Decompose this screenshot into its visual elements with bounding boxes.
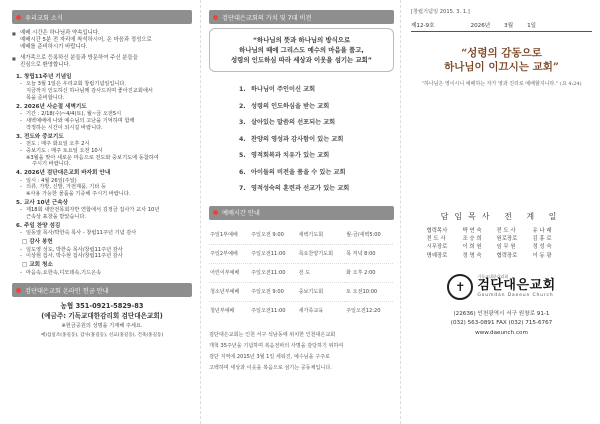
section-title-offering: 검단대은교회 온라인 헌금 안내 xyxy=(25,287,109,295)
senior-pastor: 담임목사 전 계 일 xyxy=(440,212,563,221)
section-bar-services xyxy=(209,206,394,220)
bullet-item: ■ 예배 시간은 하나님과 약속입니다. 예배시간 5분 전 자리에 착석하시어, 온 마음과 정성으로 예배를 준비하시기 바랍니다. xyxy=(12,30,192,52)
section-title-vision: 검단대은교회의 가치 및 7대 비전 xyxy=(222,14,312,22)
vision-item: 1. 하나님이 주인이신 교회 xyxy=(239,86,316,93)
denomination: 기독교대한감리회 xyxy=(477,274,509,280)
contact-info xyxy=(411,310,592,339)
service-schedule-table xyxy=(209,226,393,320)
bullet-item: ■ 새가족으로 등록하신 분들과 방문하여 주신 분들을 진심으로 환영합니다. xyxy=(12,55,192,69)
cross-icon: ✝ xyxy=(447,274,473,300)
vision-item: 5. 영적회복과 치유가 있는 교회 xyxy=(239,152,330,159)
panel-vision xyxy=(200,0,400,424)
vision-list xyxy=(209,82,394,198)
issue-volume: 제12-9호 xyxy=(411,23,435,29)
section-title-news: 우리교회 소식 xyxy=(25,14,63,22)
news-title: □ 교회 청소 xyxy=(22,262,53,269)
table-row: 청소년부예배 주일오전 9:00 중보기도회 토 오전10:00 xyxy=(209,282,393,301)
section-title-services: 예배시간 안내 xyxy=(222,210,260,217)
section-bar-news xyxy=(12,10,192,24)
phone-fax: (032) 563-0891 FAX (032) 715-6767 xyxy=(450,320,553,327)
core-value-box: “하나님의 뜻과 하나님의 방식으로 하나님의 때에 그리스도 예수의 마음을 품고, 성령의 인도하심 따라 세상과 이웃을 섬기는 교회” xyxy=(209,28,394,72)
news-title: □ 감사 봉헌 xyxy=(22,239,53,246)
website-link[interactable]: www.daeunch.com xyxy=(475,329,528,336)
news-title: 1. 창립11주년 기념일 xyxy=(16,74,72,81)
bullet-dot-icon xyxy=(213,15,218,20)
theme-line: “성령의 감동으로 xyxy=(461,47,542,59)
panel-news xyxy=(0,0,200,424)
bullet-dot-icon xyxy=(213,210,218,215)
theme xyxy=(411,46,592,87)
issue-day: 1일 xyxy=(527,23,537,29)
theme-verse: “하나님은 영이시니 예배하는 자가 영과 진리로 예배할지니라.” (요 4:24) xyxy=(421,81,582,87)
news-title: 5. 교사 10년 근속상 xyxy=(16,200,69,206)
table-row: 어린이부예배 주일오전11:00 전 도 화 오후 2:00 xyxy=(209,263,393,282)
church-name-english: Goumdan Daeeun Church xyxy=(477,293,554,299)
news-title: 6. 주일 찬양 섬김 xyxy=(16,223,61,229)
section-bar-offering xyxy=(12,283,192,297)
issue-month: 3월 xyxy=(504,23,514,29)
staff-grid: 협력목사 박 연 숙 전 도 사 유 나 래 전 도 사 조 승 희 원로장로 김 홍 로 시무장로 이 희 원 임 무 원 정 성 숙 명예장로 정 명 숙 협력장로 이 동 광 xyxy=(426,228,552,259)
issue-row xyxy=(411,21,592,29)
vision-item: 7. 영적성숙의 훈련과 선교가 있는 교회 xyxy=(239,185,350,192)
vision-item: 4. 찬양의 영성과 감사함이 있는 교회 xyxy=(239,135,344,143)
divider xyxy=(411,31,592,32)
news-title: 4. 2026년 검단대은교회 바자회 안내 xyxy=(16,170,111,177)
bank-account: 농협 351-0921-5829-83 (예금주: 기독교대한감리회 검단대은교회) ※헌금공원의 성명을 기재해 주세요. 예)십일조(홍길동), 감사(홍길동), 선교(홍길동), 건축(홍길동) xyxy=(40,302,164,339)
table-row: 주일1부예배 주일오전 9:00 새벽기도회 월-금/새벽5:00 xyxy=(210,232,381,238)
address: (22636) 인천광역시 서구 원창로 91-1 xyxy=(453,310,550,317)
church-name: 검단대은교회 xyxy=(477,278,556,294)
vision-item: 3. 살아있는 말씀의 선포되는 교회 xyxy=(239,119,336,126)
vision-item: 6. 아이들의 비전을 품을 수 있는 교회 xyxy=(239,168,346,176)
news-list: 1. 창립11주년 기념일 - 오늘 3월 1일은 우리교회 창립기념일입니다. 지금까지 인도하신 하나님께 감사드리며 좋아진교회에서 목을 준비합니다. 2. 2026년 사순절 새벽기도 - 기간 : 2/18(수)~4/4(토), 월~금 오전5시 - 새벽예배에 나와 예수님의 고난을 기억하며 함께 작정하는 시간이 되시길 바랍니다. 3. 전도와 중보기도 - 전도 : 매주 화요일 오후 2시 - 중보기도 : 매주 토요일 오전 10시 ※3월을 맞아 새로운 마음으로 전도와 중보기도에 동참하여 주시기 바랍니다. 4. 2026년 검단대은교회 바자회 안내 - 일시 : 4월 26일(주일) - 의류, 가방, 신발, 가전제품, 기타 등 ※사용 가능한 물품을 기증해 주시기 바랍니다. 5. 교사 10년 근속상 - 제18회 새안전목회자반 연합에서 김정금 집사가 교사 10년 근속상 표창을 받았습니다. 6. 주일 찬양 섬김 - 임동열 목사/박한숙 목사 - 창립11주년 기념 감사 □ 감사 봉헌 - 임도영 성도, 박한숙 목사/창립11주년 감사 - 이상현 집사, 박수현 집사/창립11주년 감사 □ 교회 청소 - 마음속,요한속,디모데속,기드온속 xyxy=(12,74,192,276)
news-details: - 오늘 3월 1일은 우리교회 창립기념일입니다. xyxy=(12,81,192,88)
bullet-dot-icon xyxy=(16,15,21,20)
table-row: 청년부예배 주일오전11:00 새가족교육 주일오전12:20 xyxy=(209,301,393,320)
church-introduction: 검단대은교회는 인천 서구 석남동에 위치한 인천대은교회 개척 35주년을 기념하며 복음전파의 사명을 감당하기 위하여 검단 지역에 2015년 3월 1일 세워진, 예수님을 구주로 고백하며 세상과 이웃을 복음으로 섬기는 공동체입니다. xyxy=(209,331,344,371)
issue-year: 2026년 xyxy=(470,23,491,29)
panel-cover xyxy=(400,0,600,424)
founding-date: [창립기념일 2015. 3. 1.] xyxy=(411,9,470,15)
news-title: 2. 2026년 사순절 새벽기도 xyxy=(16,103,87,110)
theme-line: 하나님이 이끄시는 교회” xyxy=(444,61,559,73)
section-bar-vision xyxy=(209,10,394,24)
bullet-dot-icon xyxy=(16,288,21,293)
table-row: 주일2부예배 주일오전11:00 목요찬양기도회 목 저녁 8:00 xyxy=(209,244,393,263)
church-logo xyxy=(411,274,592,300)
news-title: 3. 전도와 중보기도 xyxy=(16,133,64,140)
intro-bullets xyxy=(12,30,192,69)
vision-item: 2. 성령의 인도하심을 받는 교회 xyxy=(239,102,330,110)
